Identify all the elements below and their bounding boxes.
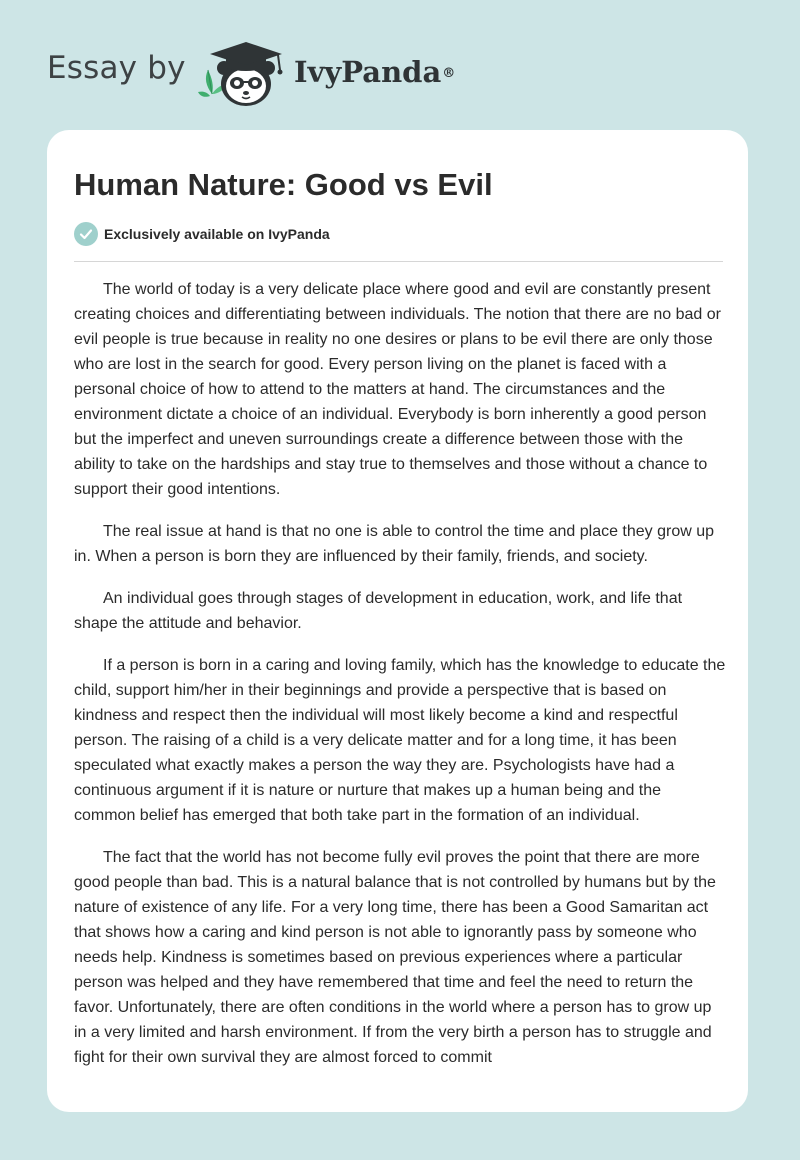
- exclusive-badge: [74, 222, 330, 246]
- brand-text: IvyPanda: [294, 55, 442, 89]
- paragraph: If a person is born in a caring and loving family, which has the knowledge to educate the child, support him/her in their beginnings and provide a perspective that is based on kindness and respect then the individual will most likely become a kind and respectful person. The raising of a child is a very delicate matter and for a long time, it has been speculated what exactly makes a person the way they are. Psychologists have had a continuous argument if it is nature or nurture that makes up a human being and the common belief has emerged that both take part in the formation of an individual.: [74, 657, 726, 824]
- paragraph: The fact that the world has not become fully evil proves the point that there are more good people than bad. This is a natural balance that is not controlled by humans but by the nature of existence of any life. For a very long time, there has been a Good Samaritan act that shows how a caring and kind person is not able to ignorantly pass by someone who needs help. Kindness is sometimes based on previous experiences where a particular person was helped and they have remembered that time and feel the need to return the favor. Unfortunately, there are often conditions in the world where a person has to grow up in a very limited and harsh environment. If from the very birth a person has to struggle and fight for their own survival they are almost forced to commit: [74, 849, 716, 1066]
- essay-by-label: Essay by: [47, 50, 186, 86]
- paragraph: An individual goes through stages of development in education, work, and life that shape the attitude and behavior.: [74, 590, 683, 632]
- check-circle-icon: [74, 222, 98, 246]
- site-header: [0, 0, 800, 120]
- essay-card: [47, 130, 748, 1112]
- registered-mark: ®: [442, 66, 456, 81]
- panda-graduation-cap-icon[interactable]: [198, 36, 294, 112]
- divider: [74, 261, 723, 262]
- brand-name[interactable]: [294, 52, 455, 92]
- exclusive-label: Exclusively available on IvyPanda: [104, 226, 330, 242]
- paragraph: The real issue at hand is that no one is able to control the time and place they grow up in. When a person is born they are influenced by their family, friends, and society.: [74, 523, 715, 565]
- paragraph: The world of today is a very delicate place where good and evil are constantly present creating choices and differentiating between individuals. The notion that there are no bad or evil people is true because in reality no one desires or plans to be evil there are only those who are lost in the search for good. Every person living on the planet is faced with a personal choice of how to attend to the matters at hand. The circumstances and the environment dictate a choice of an individual. Everybody is born inherently a good person but the imperfect and uneven surroundings create a difference between those with the ability to take on the hardships and stay true to themselves and those without a chance to support their good intentions.: [74, 281, 721, 498]
- essay-body: [74, 277, 726, 1087]
- page-title: Human Nature: Good vs Evil: [74, 167, 493, 202]
